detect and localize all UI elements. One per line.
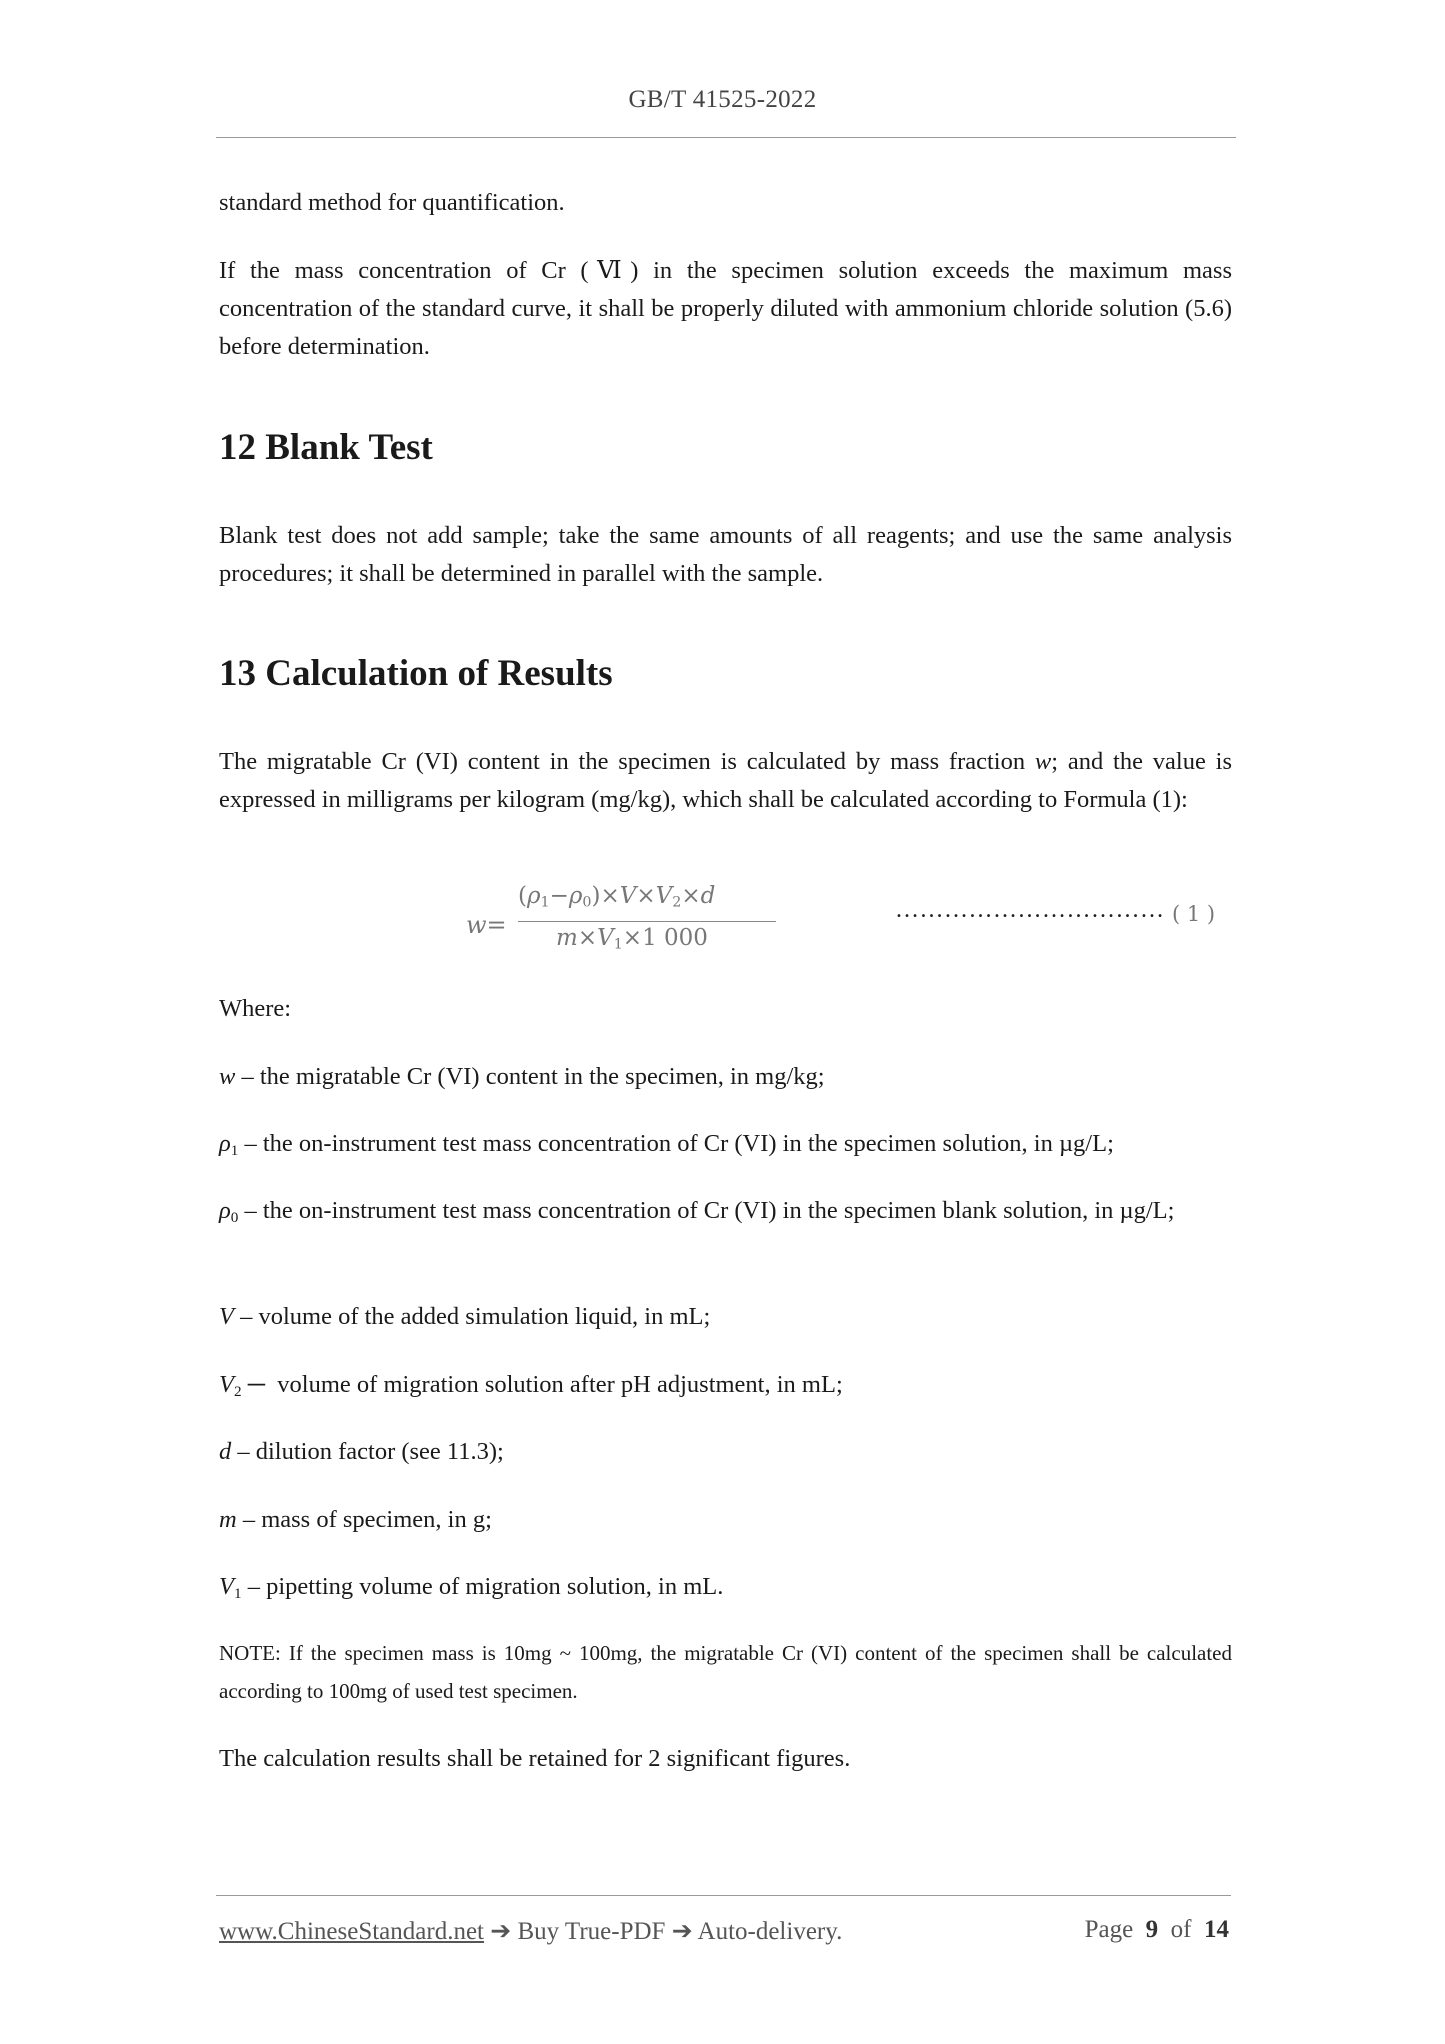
buy-true-pdf: Buy True-PDF bbox=[517, 1918, 666, 1945]
arrow-1: ➔ bbox=[484, 1918, 518, 1945]
calculation-intro-paragraph bbox=[219, 743, 1232, 819]
page-number: Page 9 of 14 bbox=[1084, 1916, 1229, 1943]
auto-delivery: Auto-delivery. bbox=[697, 1918, 843, 1945]
site-link[interactable]: www.ChineseStandard.net bbox=[219, 1918, 484, 1945]
arrow-2: ➔ bbox=[665, 1918, 698, 1945]
definition-d: d – dilution factor (see 11.3); bbox=[219, 1438, 504, 1465]
fraction-bar bbox=[518, 921, 776, 922]
intro-text-2: ; and the value is expressed in milligrams per kilogram (mg/kg), which shall be calculated according to Formula (1): bbox=[219, 748, 1232, 813]
definition-w: w – the migratable Cr (VI) content in the specimen, in mg/kg; bbox=[219, 1063, 825, 1090]
intro-variable-w: w bbox=[1034, 748, 1052, 775]
section-13-heading: 13 Calculation of Results bbox=[219, 653, 613, 694]
final-paragraph: The calculation results shall be retained for 2 significant figures. bbox=[219, 1745, 851, 1772]
intro-text-1: The migratable Cr (VI) content in the specimen is calculated by mass fraction bbox=[219, 748, 1035, 775]
page-footer bbox=[219, 1916, 1229, 1946]
definition-V: V – volume of the added simulation liquid, in mL; bbox=[219, 1303, 711, 1330]
formula-leader-dots: …………………………… bbox=[895, 897, 1165, 923]
where-label: Where: bbox=[219, 995, 292, 1022]
header-rule bbox=[216, 137, 1236, 138]
blank-test-paragraph: Blank test does not add sample; take the same amounts of all reagents; and use the same analysis procedures; it shall be determined in parallel with the sample. bbox=[219, 522, 1232, 587]
running-header: GB/T 41525-2022 bbox=[628, 86, 817, 113]
definition-m: m – mass of specimen, in g; bbox=[219, 1506, 492, 1533]
continued-paragraph: standard method for quantification. bbox=[219, 189, 565, 216]
dilution-paragraph: If the mass concentration of Cr (Ⅵ) in the specimen solution exceeds the maximum mass concentration of the standard curve, it shall be properly diluted with ammonium chloride solution (5.6) before determination. bbox=[219, 257, 1232, 360]
definition-rho0: $\rho_0$ – the on-instrument test mass concentration of Cr (VI) in the specimen blank solution, in µg/L; bbox=[219, 1197, 1175, 1226]
section-12-heading: 12 Blank Test bbox=[219, 427, 433, 468]
formula-denominator: $m\times V_1\times 1$ 000 bbox=[556, 925, 708, 953]
note-paragraph: NOTE: If the specimen mass is 10mg ~ 100mg, the migratable Cr (VI) content of the specimen shall be calculated according to 100mg of used test specimen. bbox=[219, 1641, 1232, 1703]
formula-1 bbox=[466, 883, 786, 963]
formula-number: ( 1 ) bbox=[1172, 902, 1216, 926]
definition-V2: $V_2$ ─ volume of migration solution after pH adjustment, in mL; bbox=[219, 1371, 843, 1400]
definition-rho1: $\rho_1$ – the on-instrument test mass concentration of Cr (VI) in the specimen solution, in µg/L; bbox=[219, 1130, 1114, 1159]
formula-numerator: $(\rho_1-\rho_0)\times V\times V_2\times d$ bbox=[518, 883, 716, 911]
footer-rule bbox=[216, 1895, 1231, 1896]
definition-V1: $V_1$ – pipetting volume of migration solution, in mL. bbox=[219, 1573, 724, 1602]
formula-lhs: w= bbox=[466, 911, 507, 939]
